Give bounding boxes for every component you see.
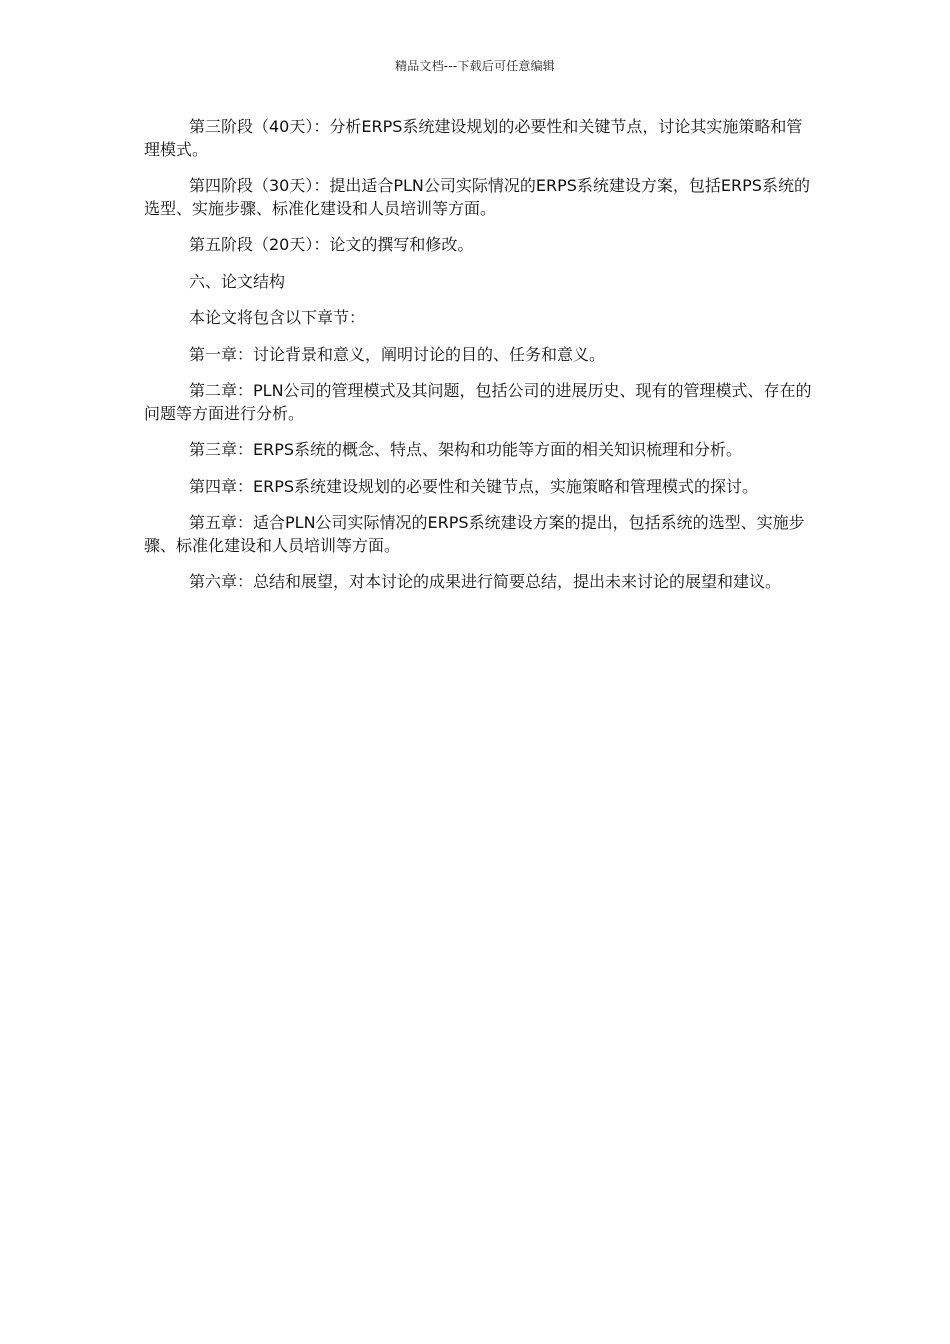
document-body: [144, 116, 814, 608]
paragraph-stage-5: 第五阶段（20天）：论文的撰写和修改。: [189, 235, 474, 254]
paragraph-chapter-2: 第二章：PLN公司的管理模式及其问题，包括公司的进展历史、现有的管理模式、存在的问题等方面进行分析。: [144, 381, 812, 423]
paragraph-stage-4: 第四阶段（30天）：提出适合PLN公司实际情况的ERPS系统建设方案，包括ERPS系统的选型、实施步骤、标准化建设和人员培训等方面。: [144, 176, 810, 218]
paragraph-stage-3: 第三阶段（40天）：分析ERPS系统建设规划的必要性和关键节点，讨论其实施策略和管理模式。: [144, 117, 803, 159]
paragraph-chapter-4: 第四章：ERPS系统建设规划的必要性和关键节点，实施策略和管理模式的探讨。: [189, 476, 759, 496]
page-header: 精品文档---下载后可任意编辑: [395, 59, 555, 73]
section-heading-structure: 六、论文结构: [189, 271, 286, 291]
paragraph-chapter-1: 第一章：讨论背景和意义，阐明讨论的目的、任务和意义。: [189, 344, 606, 364]
paragraph-chapter-3: 第三章：ERPS系统的概念、特点、架构和功能等方面的相关知识梳理和分析。: [189, 440, 743, 459]
paragraph-chapters-intro: 本论文将包含以下章节：: [189, 308, 366, 327]
paragraph-chapter-5: 第五章：适合PLN公司实际情况的ERPS系统建设方案的提出，包括系统的选型、实施步骤、标准化建设和人员培训等方面。: [144, 513, 805, 555]
paragraph-chapter-6: 第六章：总结和展望，对本讨论的成果进行简要总结，提出未来讨论的展望和建议。: [189, 572, 782, 591]
